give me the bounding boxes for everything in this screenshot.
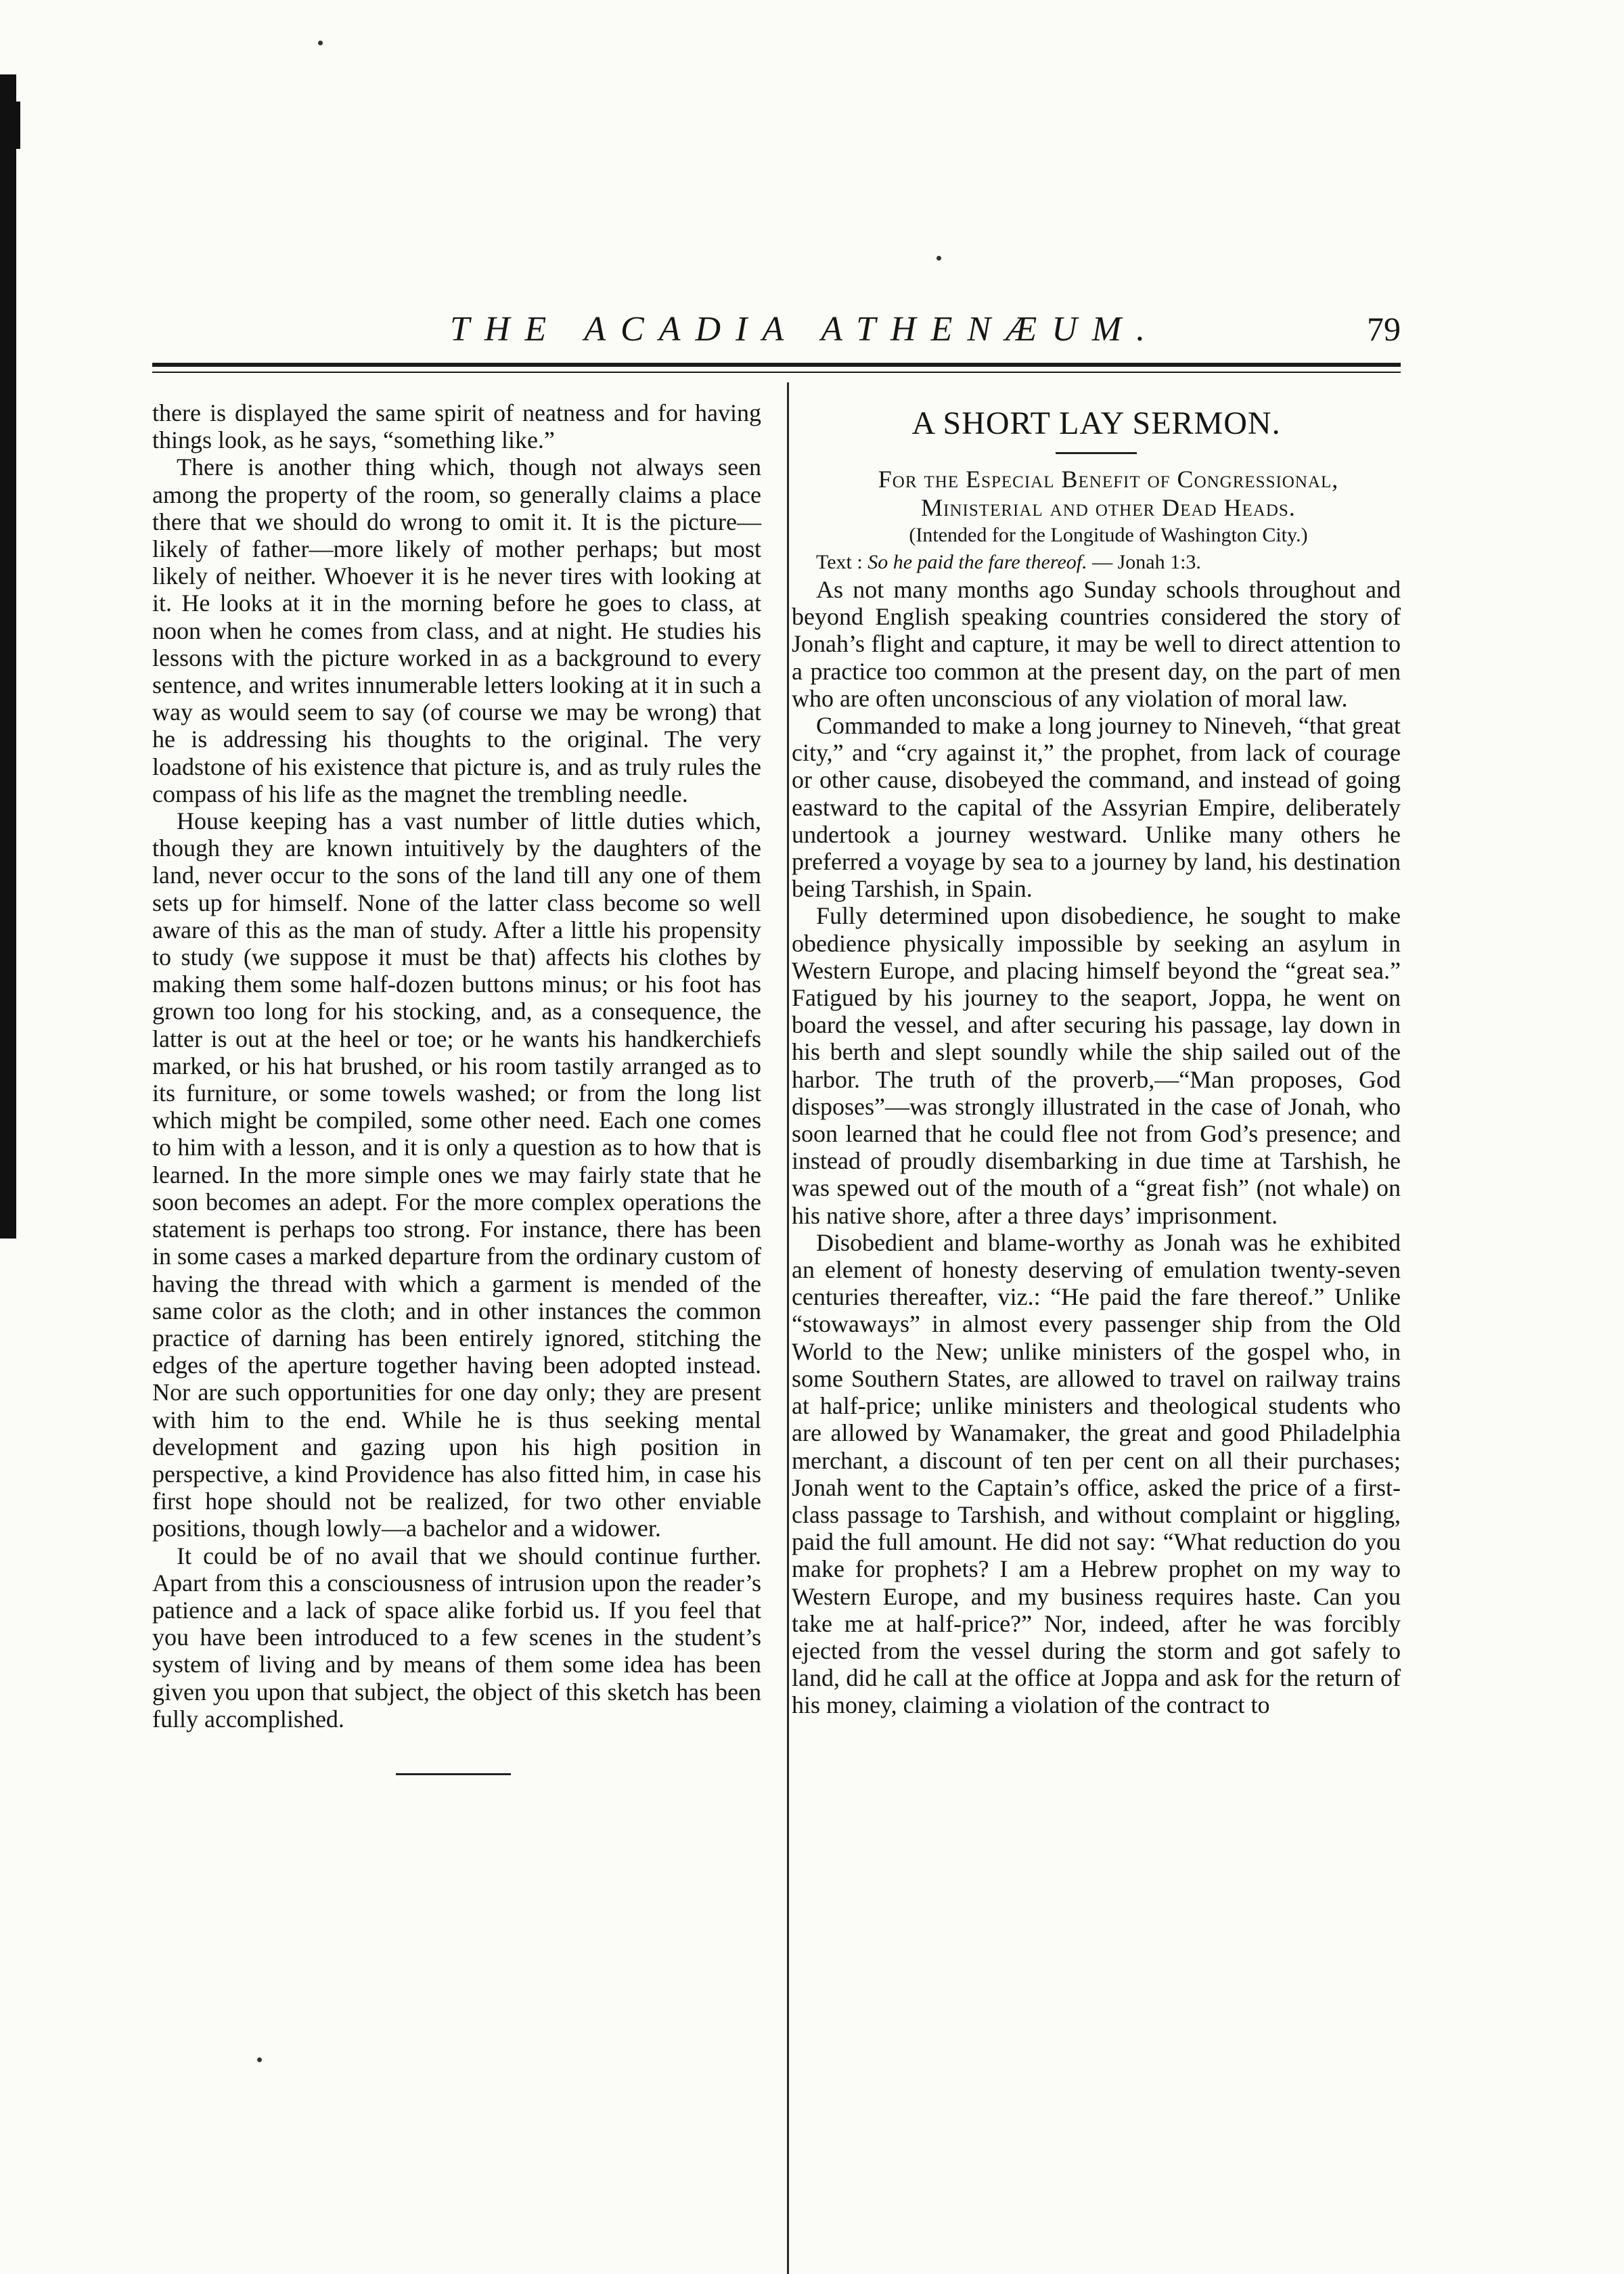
dedication-line: For the Especial Benefit of Congressional,	[878, 466, 1339, 493]
paragraph: Commanded to make a long journey to Nineveh, “that great city,” and “cry against it,” the prophet, from lack of courage or other cause, disobeyed the command, and instead of going eastward to the capital of the Assyrian Empire, deliberately undertook a journey westward. Unlike many others he preferred a voyage by sea to a journey by land, his destination being Tarshish, in Spain.	[792, 712, 1401, 903]
end-of-article-rule	[396, 1773, 511, 1775]
print-speck	[257, 2057, 262, 2062]
page-binding-mark	[0, 102, 20, 149]
dedication-line: Ministerial and other Dead Heads.	[921, 494, 1296, 521]
right-column	[792, 399, 1401, 1719]
paragraph: Disobedient and blame-worthy as Jonah was he exhibited an element of honesty deserving of emulation twenty-seven centuries thereafter, viz.: “He paid the fare thereof.” Unlike “stowaways” in almost every passenger ship from the Old World to the New; unlike ministers of the gospel who, in some Southern States, are allowed to travel on railway trains at half-price; unlike ministers and theological students who are allowed by Wanamaker, the great and good Philadelphia merchant, a discount of ten per cent on all their purchases; Jonah went to the Captain’s office, asked the price of a first-class passage to Tarshish, and without complaint or higgling, paid the full amount. He did not say: “What reduction do you make for prophets? I am a Hebrew prophet on my way to Western Europe, and my business requires haste. Can you take me at half-price?” Nor, indeed, after he was forcibly ejected from the vessel during the storm and got safely to land, did he call at the office at Joppa and ask for the return of his money, claiming a violation of the contract to	[792, 1228, 1401, 1719]
intended-note: (Intended for the Longitude of Washington City.)	[909, 524, 1308, 546]
scripture-text	[792, 549, 1401, 576]
paragraph: It could be of no avail that we should continue further. Apart from this a consciousness of intrusion upon the reader’s patience and a lack of space alike forbid us. If you feel that you have been introduced to a few scenes in the student’s system of living and by means of them some idea has been given you upon that subject, the object of this sketch has been fully accomplished.	[152, 1542, 761, 1733]
paragraph: There is another thing which, though not always seen among the property of the room, so generally claims a place there that we should do wrong to omit it. It is the picture—likely of father—more likely of mother perhaps; but most likely of neither. Whoever it is he never tires with looking at it. He looks at it in the morning before he goes to class, at noon when he comes from class, and at night. He studies his lessons with the picture worked in as a background to every sentence, and writes innumerable letters looking at it in such a way as would seem to say (of course we may be wrong) that he is addressing his thoughts to the original. The very loadstone of his existence that picture is, and as truly rules the compass of his life as the magnet the trembling needle.	[152, 453, 761, 807]
left-column	[152, 399, 761, 1775]
text-quote: So he paid the fare thereof.	[867, 551, 1087, 573]
paragraph: House keeping has a vast number of little duties which, though they are known intuitively by the daughters of the land, never occur to the sons of the land till any one of them sets up for himself. None of the latter class become so well aware of this as the man of study. After a little his propensity to study (we suppose it must be that) affects his clothes by making them some half-dozen buttons minus; or his foot has grown too long for his stocking, and, as a consequence, the latter is out at the heel or toe; or he wants his handkerchiefs marked, or his hat brushed, or his room tastily arranged as to its furniture, or some towels washed; or from the long list which might be compiled, some other need. Each one comes to him with a lesson, and it is only a question as to how that is learned. In the more simple ones we may fairly state that he soon becomes an adept. For the more complex operations the statement is perhaps too strong. For instance, there has been in some cases a marked departure from the ordinary custom of having the thread with which a garment is mended of the same color as the cloth; and in other instances the common practice of darning has been entirely ignored, stitching the edges of the aperture together having been adopted instead. Nor are such opportunities for one day only; they are present with him to the end. While he is thus seeking mental development and gazing upon his high position in perspective, a kind Providence has also fitted him, in case his first hope should not be realized, for two other enviable positions, though lowly—a bachelor and a widower.	[152, 807, 761, 1542]
print-speck	[318, 41, 323, 45]
paragraph: there is displayed the same spirit of neatness and for having things look, as he says, “something like.”	[152, 399, 761, 454]
title-rule	[1056, 452, 1137, 454]
page-number: 79	[1367, 310, 1401, 348]
print-speck	[937, 256, 941, 261]
text-reference: — Jonah 1:3.	[1092, 551, 1201, 573]
paragraph: As not many months ago Sunday schools throughout and beyond English speaking countries considered the story of Jonah’s flight and capture, it may be well to direct attention to a practice too common at the present day, on the part of men who are often unconscious of any violation of moral law.	[792, 576, 1401, 712]
paragraph: Fully determined upon disobedience, he sought to make obedience physically impossible by seeking an asylum in Western Europe, and placing himself beyond the “great sea.” Fatigued by his journey to the seaport, Joppa, he went on board the vessel, and after securing his passage, lay down in his berth and slept soundly while the ship sailed out of the harbor. The truth of the proverb,—“Man proposes, God disposes”—was strongly illustrated in the case of Jonah, who soon learned that he could flee not from God’s presence; and instead of proudly disembarking in due time at Tarshish, he was spewed out of the mouth of a “great fish” (not whale) on his native shore, after a three days’ imprisonment.	[792, 902, 1401, 1229]
header-rule-thick	[152, 363, 1401, 367]
header-rule-thin	[152, 372, 1401, 373]
page-header	[152, 308, 1401, 362]
article-title: A SHORT LAY SERMON.	[911, 405, 1281, 441]
running-title: THE ACADIA ATHENÆUM.	[450, 310, 1160, 349]
text-label: Text :	[816, 551, 863, 573]
column-divider	[787, 382, 789, 2274]
page-binding-edge	[0, 74, 16, 1239]
